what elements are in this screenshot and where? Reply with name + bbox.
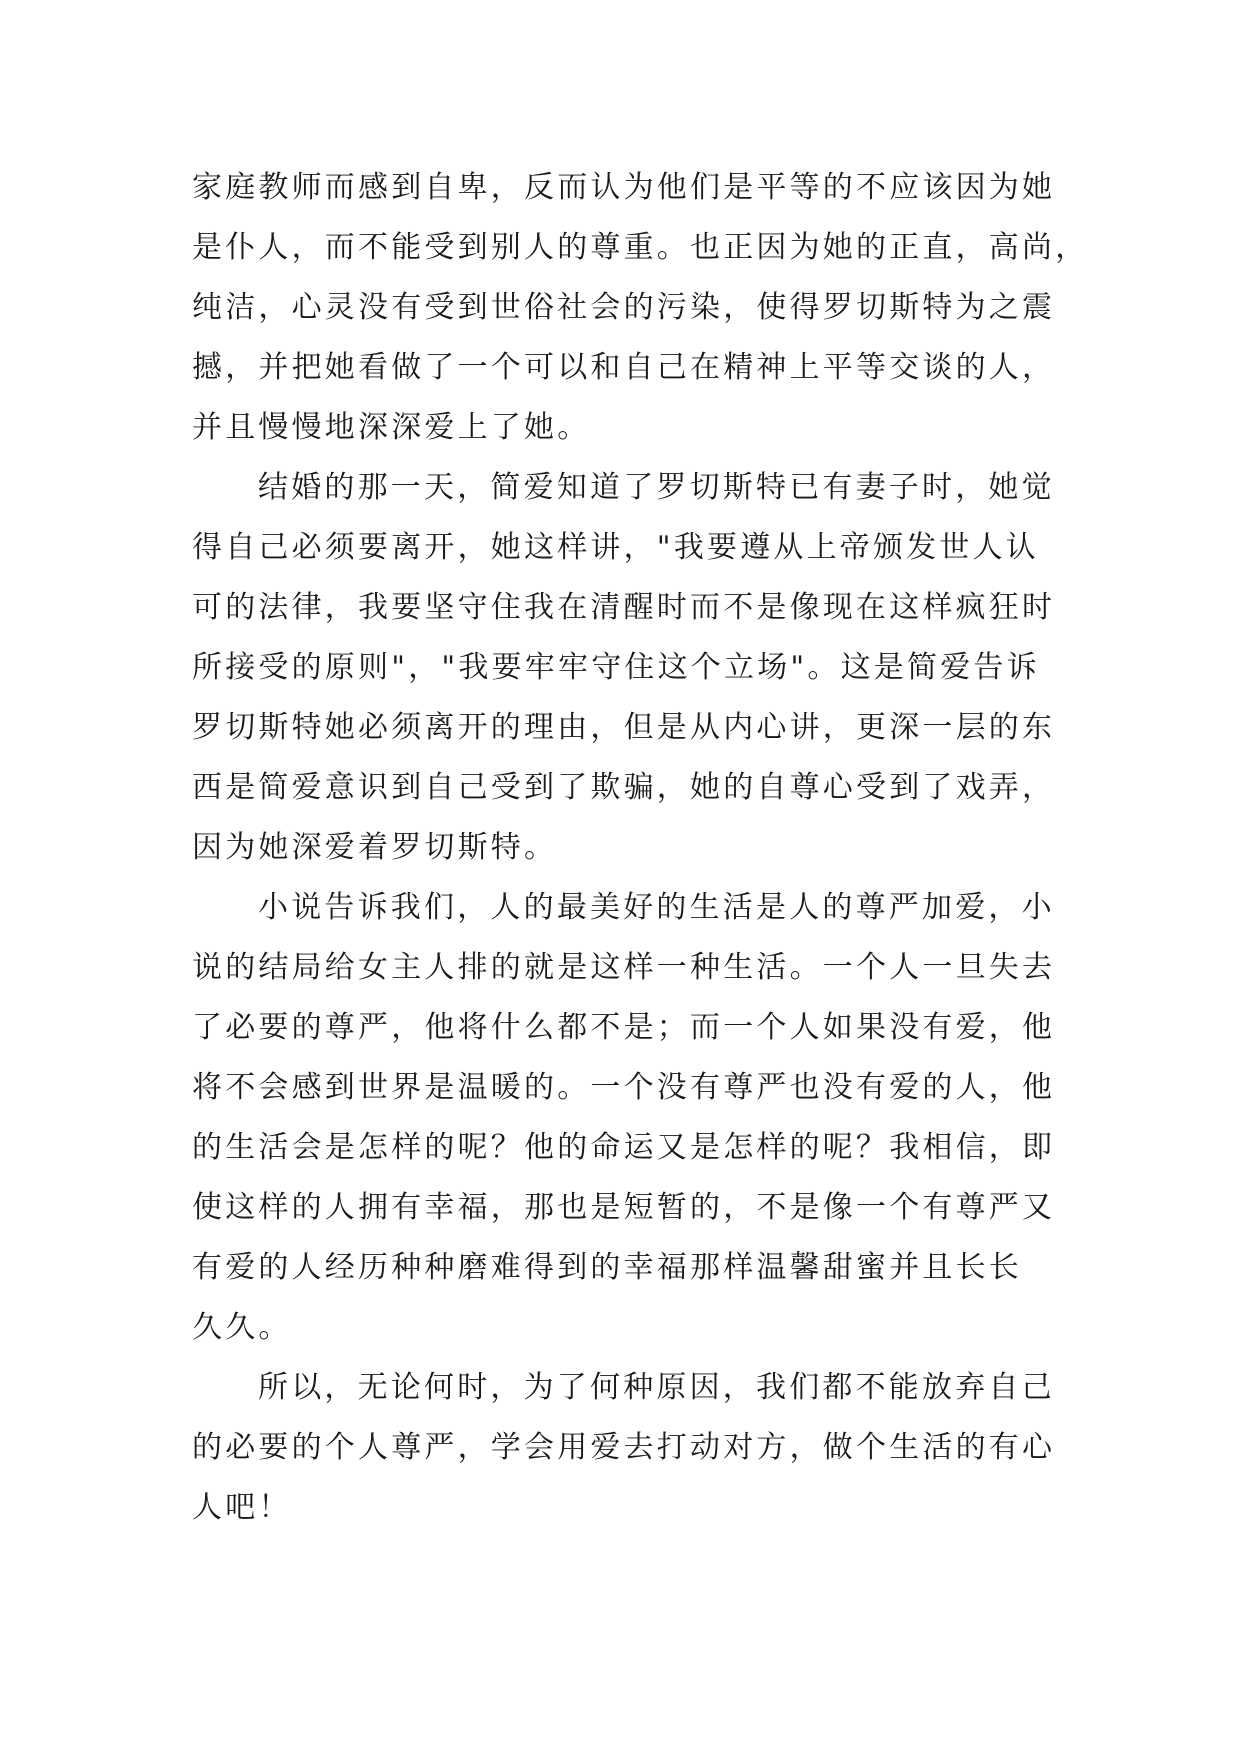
text-line: 所以，无论何时，为了何种原因，我们都不能放弃自己 xyxy=(258,1370,1055,1405)
text-line: 得自己必须要离开，她这样讲，"我要遵从上帝颁发世人认 xyxy=(192,530,1039,565)
text-line: 撼，并把她看做了一个可以和自己在精神上平等交谈的人， xyxy=(192,350,1056,385)
text-line: 并且慢慢地深深爱上了她。 xyxy=(192,410,591,445)
text-line: 人吧！ xyxy=(192,1490,292,1525)
text-line: 西是简爱意识到自己受到了欺骗，她的自尊心受到了戏弄， xyxy=(192,770,1056,805)
text-line: 了必要的尊严，他将什么都不是；而一个人如果没有爱，他 xyxy=(192,1010,1056,1045)
text-line: 久久。 xyxy=(192,1310,292,1345)
paragraph-1 xyxy=(192,158,1089,458)
paragraph-4 xyxy=(192,1358,1056,1538)
text-line: 纯洁，心灵没有受到世俗社会的污染，使得罗切斯特为之震 xyxy=(192,290,1056,325)
text-line: 说的结局给女主人排的就是这样一种生活。一个人一旦失去 xyxy=(192,950,1056,985)
text-line: 使这样的人拥有幸福，那也是短暂的，不是像一个有尊严又 xyxy=(192,1190,1056,1225)
text-line: 有爱的人经历种种磨难得到的幸福那样温馨甜蜜并且长长 xyxy=(192,1250,1022,1285)
text-line: 可的法律，我要坚守住我在清醒时而不是像现在这样疯狂时 xyxy=(192,590,1056,625)
paragraph-3 xyxy=(192,878,1056,1358)
text-line: 的生活会是怎样的呢？他的命运又是怎样的呢？我相信，即 xyxy=(192,1130,1056,1165)
text-line: 将不会感到世界是温暖的。一个没有尊严也没有爱的人，他 xyxy=(192,1070,1056,1105)
text-line: 结婚的那一天，简爱知道了罗切斯特已有妻子时，她觉 xyxy=(258,470,1055,505)
text-line: 是仆人，而不能受到别人的尊重。也正因为她的正直，高尚， xyxy=(192,230,1089,265)
text-line: 家庭教师而感到自卑，反而认为他们是平等的不应该因为她 xyxy=(192,170,1056,205)
text-line: 小说告诉我们，人的最美好的生活是人的尊严加爱，小 xyxy=(258,890,1055,925)
document-body xyxy=(192,158,1089,1538)
text-line: 所接受的原则"，"我要牢牢守住这个立场"。这是简爱告诉 xyxy=(192,650,1040,685)
text-line: 罗切斯特她必须离开的理由，但是从内心讲，更深一层的东 xyxy=(192,710,1056,745)
text-line: 的必要的个人尊严，学会用爱去打动对方，做个生活的有心 xyxy=(192,1430,1056,1465)
text-line: 因为她深爱着罗切斯特。 xyxy=(192,830,558,865)
paragraph-2 xyxy=(192,458,1056,878)
